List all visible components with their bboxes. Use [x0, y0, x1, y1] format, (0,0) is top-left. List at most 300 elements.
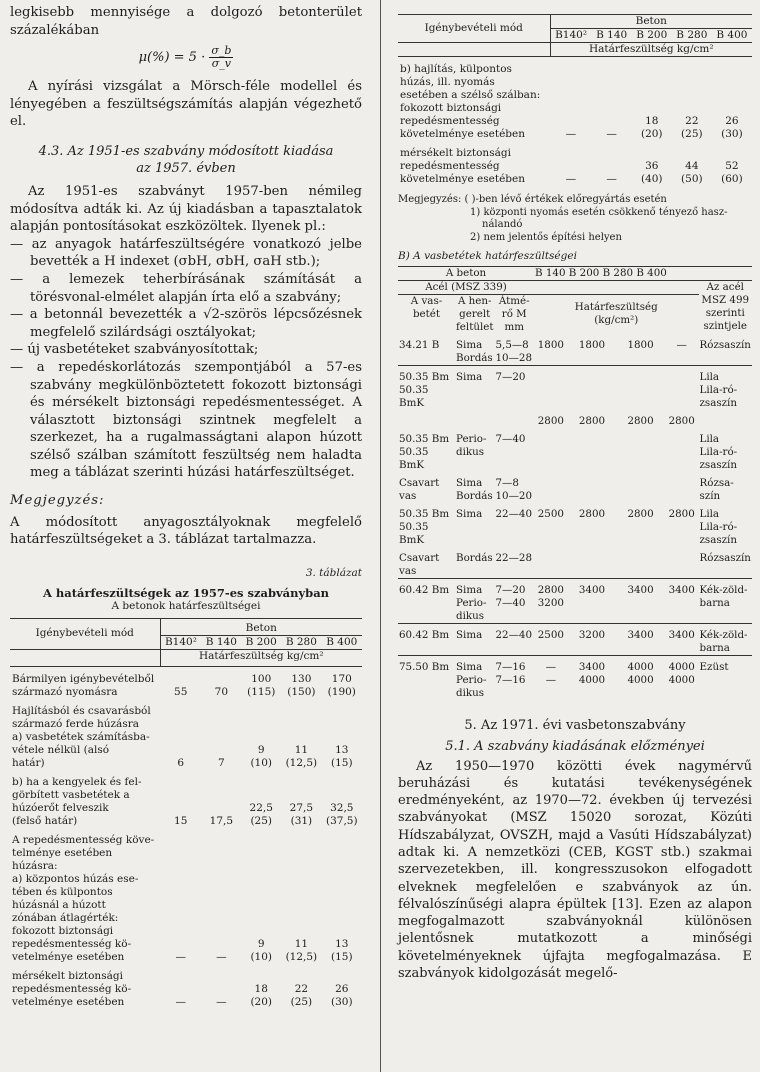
row-label-line: húzásnál a húzott — [12, 898, 106, 911]
b-cell-a — [398, 503, 455, 547]
b-value-cell — [616, 503, 665, 547]
value: — — [565, 173, 577, 185]
row-label-line: Bármilyen igénybevételből — [12, 672, 155, 685]
row-label-line: repedésmentesség — [400, 160, 500, 172]
row-label-line: zónában átlagérték: — [12, 911, 119, 924]
top-table-class: B 200 — [636, 29, 668, 41]
value: 9 — [257, 743, 265, 756]
b-value: 2800 — [578, 507, 606, 520]
value: 26 — [725, 115, 739, 127]
b-head-msz-line: MSZ 499 — [701, 293, 750, 306]
value: 55 — [174, 685, 188, 698]
formula-numerator: σ_b — [211, 44, 232, 58]
table-row — [10, 699, 362, 770]
b-cell-line: Kék-zöld- — [699, 628, 748, 641]
b-value: — — [676, 338, 687, 351]
b-head-hatar-line: Határfeszültség — [574, 301, 658, 313]
table-label: 3. táblázat — [305, 566, 362, 579]
row-label-line: repedésmentesség kö- — [12, 982, 132, 995]
b-cell-line: BmK — [399, 458, 425, 471]
b-cell-line: Lila-ró- — [699, 445, 738, 458]
b-cell-b — [455, 428, 495, 472]
note-text: A módosított anyagosztályoknak megfelelő határfeszültségeket a 3. táblázat tartalmazza. — [10, 514, 362, 548]
b-cell-line: Lila — [699, 432, 720, 445]
b-value-cell — [665, 410, 699, 428]
row-label-line: vetelménye esetében — [12, 995, 125, 1008]
value-sub: (15) — [331, 756, 353, 769]
row-label-line: húzóerőt felveszik — [12, 801, 109, 814]
b-value-cell — [616, 655, 665, 700]
b-value-cell — [568, 410, 617, 428]
value-cell — [160, 828, 201, 964]
table-3 — [10, 618, 362, 1009]
b-value-cell — [665, 655, 699, 700]
value-cell — [322, 828, 362, 964]
value-cell — [281, 964, 321, 1009]
b-cell-c — [495, 428, 535, 472]
b-cell-line: Sima — [456, 628, 483, 641]
b-value: 3400 — [578, 660, 606, 673]
paragraph-1957: Az 1951-es szabványt 1957-ben némileg módosítva adták ki. Az új kiadásban a tapasztalatok alapján pontosításokat eszközöltek. Ilyenek pl.: — [10, 183, 362, 235]
b-cell-line: 10—20 — [495, 489, 533, 502]
b-value-cell — [665, 547, 699, 579]
value-cell — [160, 964, 201, 1009]
value-cell — [241, 770, 281, 828]
b-cell-line: 22—28 — [495, 551, 533, 564]
row-label-line: (felső határ) — [12, 814, 78, 827]
b-head-msz-line: Az acél — [706, 280, 744, 293]
top-table-unit-head: Határfeszültség kg/cm² — [588, 43, 714, 55]
top-table-class: B 140 — [596, 29, 628, 41]
b-value-cell — [616, 547, 665, 579]
b-value-cell — [616, 428, 665, 472]
value-sub: (15) — [331, 950, 353, 963]
b-value: 3400 — [668, 583, 695, 596]
b-cell-c — [495, 472, 535, 503]
b-cell-line: 22—40 — [495, 628, 533, 641]
b-cell-line: 22—40 — [495, 507, 533, 520]
b-value-cell — [568, 334, 617, 366]
table-row — [398, 57, 752, 142]
row-label — [398, 57, 550, 142]
b-table-row — [398, 410, 752, 428]
b-cell-line: 7—16 — [495, 673, 526, 686]
b-table-row — [398, 365, 752, 410]
row-label-line: b) ha a kengyelek és fel- — [12, 775, 142, 788]
b-cell-line: Sima — [456, 660, 483, 673]
b-table-head-2 — [398, 280, 752, 294]
value: 70 — [214, 685, 229, 698]
value: 18 — [645, 115, 659, 127]
formula-lhs: μ(%) = 5 · — [138, 50, 206, 66]
b-cell-sz — [699, 472, 753, 503]
b-value: 2500 — [537, 507, 564, 520]
value: — — [216, 995, 227, 1008]
b-head-msz-line: szerinti — [705, 306, 745, 319]
b-value-cell — [665, 503, 699, 547]
b-cell-c — [495, 655, 535, 700]
b-value: 4000 — [668, 673, 695, 686]
value-sub: (25) — [290, 995, 313, 1008]
value: 36 — [645, 160, 659, 172]
row-label-line: mérsékelt biztonsági — [12, 969, 123, 982]
b-value-cell — [568, 578, 617, 623]
b-cell-a — [398, 655, 455, 700]
value: 7 — [218, 756, 225, 769]
value-sub: (115) — [247, 685, 276, 698]
value-cell — [322, 699, 362, 770]
heading-5: 5. Az 1971. évi vasbetonszabvány — [464, 717, 686, 733]
top-table-unit-row — [398, 43, 752, 57]
value: — — [216, 950, 227, 963]
b-value-cell — [665, 623, 699, 655]
b-cell-line: Bordás — [456, 551, 493, 564]
b-value: 3200 — [537, 596, 564, 609]
b-cell-b — [455, 623, 495, 655]
b-cell-line: 7—8 — [495, 476, 519, 489]
b-table — [398, 266, 752, 700]
b-cell-line: zsaszín — [699, 533, 737, 546]
b-table-row — [398, 547, 752, 579]
b-cell-line: 7—16 — [495, 660, 526, 673]
row-label — [10, 699, 160, 770]
table-class: B 400 — [326, 635, 358, 648]
b-cell-line: Lila — [699, 370, 720, 383]
table-col-head: Igénybevételi mód — [10, 618, 160, 649]
column-divider — [380, 0, 381, 1072]
value: 130 — [291, 672, 312, 685]
b-cell-b — [455, 655, 495, 700]
b-cell-b — [455, 503, 495, 547]
row-label-line: fokozott biztonsági — [12, 924, 114, 937]
b-cell-line: 10—28 — [495, 351, 533, 364]
bullet-item: — a repedéskorlátozás szempontjából a 57-es szabvány megkülönböztetett fokozott biztonsági és mérsékelt biztonsági repedésmentességet. A választott biztonsági szintnek megfelelt a szerkezet, ha a rugalmasságtani alapon húzott szélső szálban számított feszültség nem haladta meg a táblázat szerinti húzási határfeszültséget. — [10, 359, 362, 481]
value-sub: (60) — [721, 173, 743, 185]
table-unit-row — [10, 649, 362, 666]
b-value-cell — [616, 472, 665, 503]
value-sub: (25) — [681, 128, 703, 140]
value-cell — [322, 964, 362, 1009]
table-body — [10, 666, 362, 1009]
value-cell — [241, 964, 281, 1009]
value: 52 — [725, 160, 739, 172]
b-value-cell — [616, 623, 665, 655]
b-cell-line: Kék-zöld- — [699, 583, 748, 596]
b-cell-b — [455, 578, 495, 623]
b-cell-line: barna — [699, 641, 730, 654]
b-cell-a — [398, 410, 455, 428]
table-row — [10, 964, 362, 1009]
table-spacer — [10, 649, 160, 666]
value-sub: (25) — [250, 814, 273, 827]
row-label — [10, 770, 160, 828]
b-cell-line: Lila-ró- — [699, 520, 738, 533]
b-value-cell — [568, 623, 617, 655]
b-cell-a — [398, 547, 455, 579]
b-value: 3200 — [578, 628, 606, 641]
top-table-class: B140² — [555, 29, 588, 41]
b-head-col-line: gerelt — [459, 307, 491, 320]
b-value: 4000 — [578, 673, 606, 686]
b-value-cell — [534, 547, 568, 579]
b-value: 4000 — [627, 660, 654, 673]
table-class: B 280 — [285, 635, 317, 648]
value: 32,5 — [330, 801, 354, 814]
b-cell-line: 7—40 — [495, 596, 526, 609]
b-table-row — [398, 655, 752, 700]
b-cell-c — [495, 410, 535, 428]
table-row — [10, 770, 362, 828]
b-value-cell — [534, 503, 568, 547]
value-cell — [672, 57, 712, 142]
value-sub: (31) — [290, 814, 313, 827]
value-cell — [672, 141, 712, 186]
top-table-header-row — [398, 15, 752, 29]
value-cell — [201, 828, 241, 964]
b-cell-c — [495, 365, 535, 410]
b-cell-line: zsaszín — [699, 458, 737, 471]
row-label-line: a) központos húzás ese- — [12, 872, 139, 885]
row-label-line: Hajlításból és csavarásból — [12, 704, 151, 717]
b-cell-b — [455, 472, 495, 503]
b-cell-c — [495, 503, 535, 547]
b-value-cell — [534, 578, 568, 623]
b-cell-c — [495, 623, 535, 655]
b-cell-line: 50.35 Bm — [399, 432, 450, 445]
value-sub: (20) — [640, 128, 663, 140]
b-cell-sz — [699, 334, 753, 366]
value: 44 — [685, 160, 699, 172]
b-cell-line: barna — [699, 596, 730, 609]
row-label-line: a) vasbetétek számításba- — [12, 730, 150, 743]
value: 11 — [294, 937, 309, 950]
table-class: B 140 — [205, 635, 237, 648]
b-cell-a — [398, 623, 455, 655]
value: — — [606, 173, 617, 185]
b-value-cell — [568, 472, 617, 503]
table-beton-head: Beton — [245, 621, 277, 634]
b-value-cell — [568, 365, 617, 410]
b-cell-a — [398, 578, 455, 623]
value-sub: (12,5) — [285, 950, 318, 963]
b-value-cell — [534, 623, 568, 655]
row-label-line: mérsékelt biztonsági — [400, 147, 511, 159]
b-cell-line: dikus — [456, 609, 485, 622]
value-cell — [592, 57, 632, 142]
b-head-col-line: A hen- — [457, 294, 492, 307]
b-cell-line: Perio- — [456, 596, 487, 609]
b-value-cell — [568, 655, 617, 700]
b-value-cell — [534, 365, 568, 410]
b-value-cell — [534, 410, 568, 428]
b-value: 1800 — [537, 338, 564, 351]
top-table — [398, 14, 752, 186]
b-table-row — [398, 623, 752, 655]
note-heading: Megjegyzés: — [10, 493, 105, 509]
row-label — [398, 141, 550, 186]
b-cell-c — [495, 578, 535, 623]
value-cell — [281, 699, 321, 770]
b-table-row — [398, 428, 752, 472]
b-cell-line: vas — [399, 564, 417, 577]
paragraph-shear: A nyírási vizsgálat a Mörsch-féle modellel és lényegében a feszültségszámítás alapján végezhető el. — [10, 79, 362, 130]
b-cell-line: Sima — [456, 476, 483, 489]
b-head-beton: A beton — [445, 266, 487, 279]
value-sub: (37,5) — [326, 814, 358, 827]
top-table-body — [398, 57, 752, 187]
b-table-row — [398, 334, 752, 366]
b-value: 3400 — [627, 628, 654, 641]
row-label-line: repedésmentesség kö- — [12, 937, 132, 950]
b-table-head-1 — [398, 266, 752, 280]
row-label-line: követelménye esetében — [400, 128, 525, 140]
table-row — [398, 141, 752, 186]
b-value: 3400 — [668, 628, 695, 641]
note-line: 1) központi nyomás esetén csökkenő tényező hasz- — [470, 206, 728, 218]
b-head-acel: Acél (MSZ 339) — [425, 280, 507, 293]
b-cell-line: dikus — [456, 445, 485, 458]
value-sub: (12,5) — [285, 756, 318, 769]
row-label-line: fokozott biztonsági — [400, 102, 502, 114]
value-cell — [241, 699, 281, 770]
value-cell — [322, 770, 362, 828]
b-value-cell — [616, 334, 665, 366]
value-cell — [712, 141, 752, 186]
table-spacer — [398, 43, 550, 57]
b-cell-sz — [699, 655, 753, 700]
value-cell — [160, 666, 201, 699]
note-line: nálandó — [482, 219, 523, 230]
bullet-item: — az anyagok határfeszültségére vonatkozó jelbe bevették a H indexet (σbH, σbH, σaH stb.); — [10, 236, 362, 270]
b-cell-line: Bordás — [456, 351, 493, 364]
row-label-line: esetében a szélső szálban: — [400, 89, 541, 101]
b-cell-line: 60.42 Bm — [399, 628, 450, 641]
b-value: 1800 — [578, 338, 606, 351]
value: 13 — [335, 937, 349, 950]
b-value: 4000 — [668, 660, 695, 673]
value-sub: (30) — [331, 995, 353, 1008]
right-column — [398, 0, 752, 982]
b-cell-sz — [699, 428, 753, 472]
paragraph-1971: Az 1950—1970 közötti évek nagymérvű beruházási és kutatási tevékenységének eredményeként, az 1970—72. években új tervezési szabványokat (MSZ 15020 sorozat, Közúti Hídszabályzat, OVSZH, majd a Vasúti Hídszabályzat) adtak ki. A nemzetközi (CEB, KGST stb.) szakmai szervezetekben, ill. kongresszusokon elfogadott elveknek megfelelően e szabványok az ún. félvalószínűségi alapra épültek [13]. Ezen az alapon megfogalmazott szabványoknál különösen jelentősnek mutatkozott a minőségi követelményeknek újfajta megfogalmazása. E szabványok kidolgozását megelő- — [398, 758, 752, 982]
value-sub: (150) — [287, 685, 316, 698]
b-value-cell — [665, 334, 699, 366]
b-cell-a — [398, 428, 455, 472]
b-cell-line: Csavart — [399, 551, 440, 564]
value: 13 — [335, 743, 349, 756]
b-cell-sz — [699, 623, 753, 655]
b-cell-line: 50.35 Bm — [399, 507, 450, 520]
b-value-cell — [568, 428, 617, 472]
b-value-cell — [665, 428, 699, 472]
row-label-line: származó ferde húzásra — [12, 717, 139, 730]
b-value-cell — [568, 547, 617, 579]
value: 17,5 — [209, 814, 234, 827]
b-cell-sz — [699, 503, 753, 547]
table-class: B140² — [164, 635, 197, 648]
value-cell — [201, 964, 241, 1009]
b-cell-b — [455, 365, 495, 410]
b-cell-line: Bordás — [456, 489, 493, 502]
b-cell-a — [398, 365, 455, 410]
value: 18 — [254, 982, 268, 995]
value: 22 — [685, 115, 699, 127]
b-cell-line: BmK — [399, 533, 425, 546]
value: 22,5 — [249, 801, 273, 814]
b-value: 2800 — [578, 414, 606, 427]
value-cell — [322, 666, 362, 699]
b-cell-sz — [699, 365, 753, 410]
row-label-line: b) hajlítás, külpontos — [400, 63, 512, 75]
b-head-msz-line: szintjele — [703, 319, 747, 332]
value-cell — [241, 666, 281, 699]
b-head-col-line: A vas- — [410, 294, 443, 307]
b-cell-line: 50.35 BmK — [399, 383, 429, 409]
note-line: 2) nem jelentős építési helyen — [470, 231, 622, 243]
b-cell-line: Sima — [456, 583, 483, 596]
value-cell — [160, 770, 201, 828]
b-value: 2800 — [668, 414, 695, 427]
b-head-hatar — [534, 294, 698, 334]
b-cell-line: 7—40 — [495, 432, 526, 445]
value-cell — [281, 666, 321, 699]
b-value-cell — [665, 365, 699, 410]
b-cell-line: 75.50 Bm — [399, 660, 450, 673]
b-value-cell — [534, 334, 568, 366]
value-sub: (30) — [721, 128, 743, 140]
value: 26 — [335, 982, 349, 995]
row-label-line: telménye esetében húzásra: — [12, 846, 113, 872]
b-head-col-line: mm — [504, 320, 525, 333]
b-cell-line: Csavart — [399, 476, 440, 489]
table-header-row — [10, 618, 362, 635]
table-title: A határfeszültségek az 1957-es szabványban — [42, 586, 330, 601]
value: 170 — [331, 672, 352, 685]
b-value: 2500 — [537, 628, 564, 641]
value-cell — [201, 770, 241, 828]
value-sub: (10) — [250, 756, 273, 769]
intro-line-2: százalékában — [10, 22, 100, 38]
b-value: 2800 — [537, 583, 564, 596]
b-table-row — [398, 472, 752, 503]
b-cell-line: dikus — [456, 686, 485, 699]
formula — [10, 45, 362, 70]
b-cell-line: Perio- — [456, 673, 487, 686]
value: 11 — [294, 743, 309, 756]
b-cell-line: Rózsaszín — [699, 338, 751, 351]
intro-line-1: legkisebb mennyisége a dolgozó betonterület — [10, 5, 362, 20]
b-table-row — [398, 503, 752, 547]
b-head-col-line: rő M — [501, 307, 527, 320]
table-row — [10, 828, 362, 964]
b-value-cell — [534, 655, 568, 700]
value-cell — [201, 666, 241, 699]
bullet-item: — a lemezek teherbírásának számítását a törésvonal-elmélet alapján írta elő a szabvány; — [10, 271, 362, 305]
b-cell-line: Perio- — [456, 432, 487, 445]
top-table-class: B 400 — [716, 29, 748, 41]
row-label — [10, 828, 160, 964]
value: — — [175, 950, 186, 963]
b-value-cell — [616, 365, 665, 410]
b-cell-line: Ezüst — [699, 660, 729, 673]
value-cell — [712, 57, 752, 142]
row-label — [10, 964, 160, 1009]
value-cell — [550, 141, 592, 186]
row-label-line: vetelménye esetében — [12, 950, 125, 963]
b-table-title: B) A vasbetétek határfeszültségei — [398, 250, 577, 262]
row-label-line: vétele nélkül (alsó — [12, 743, 110, 756]
value-cell — [592, 141, 632, 186]
